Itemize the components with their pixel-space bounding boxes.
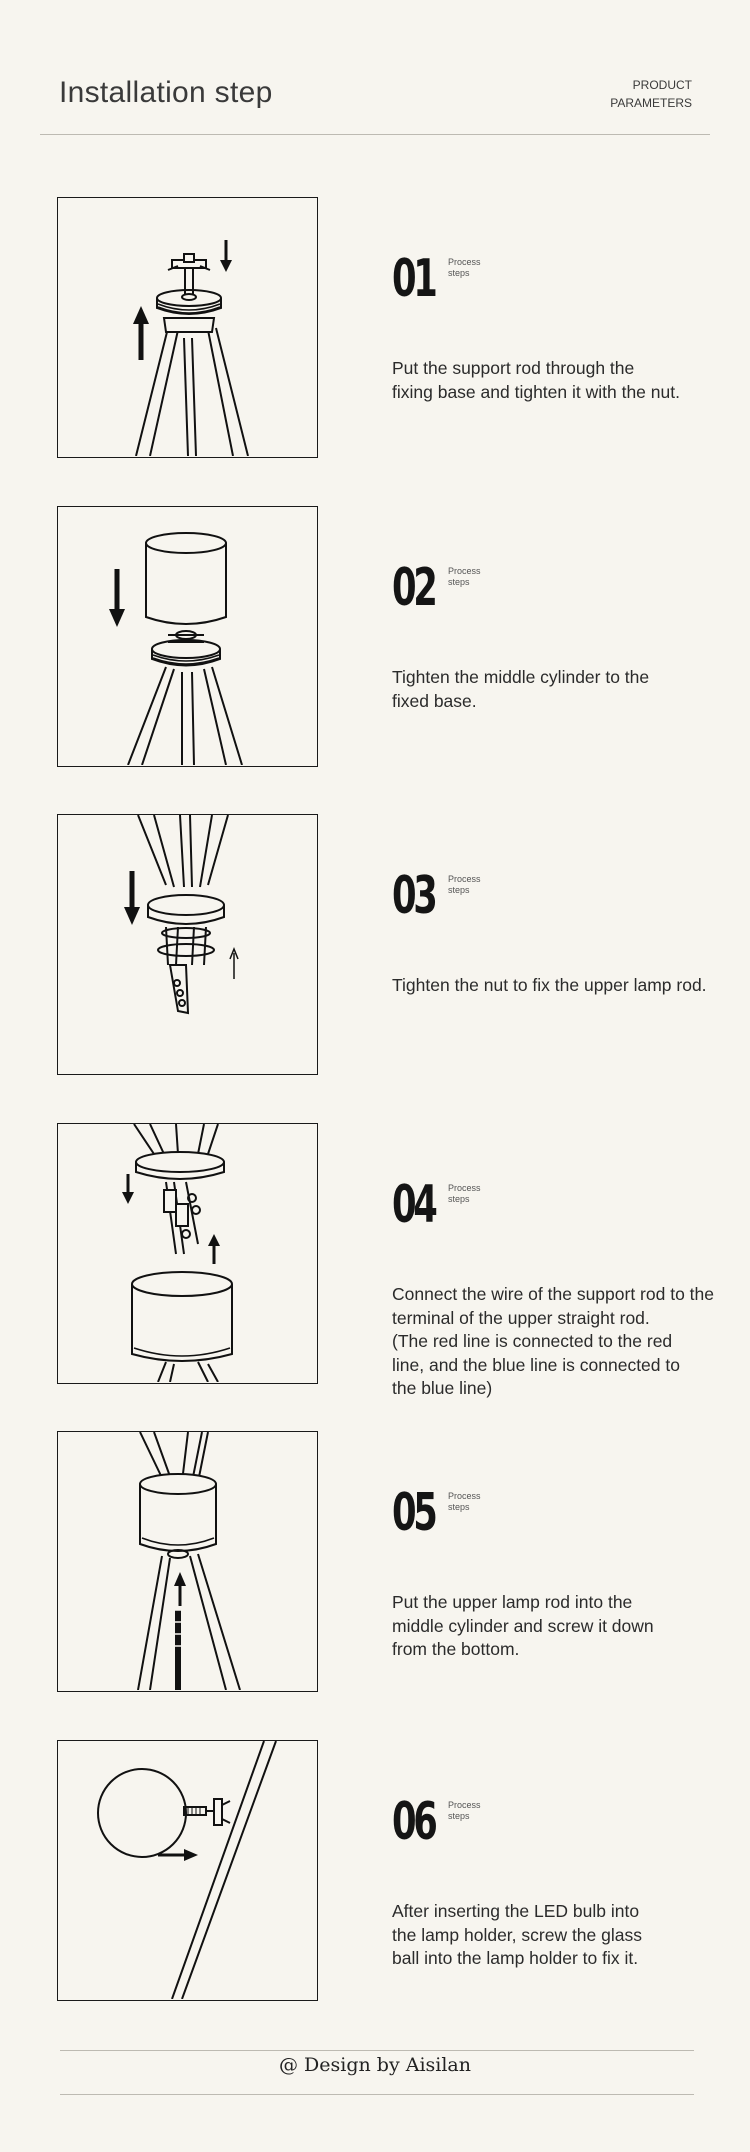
step-1-label-line-1: Process	[448, 257, 481, 267]
footer-bottom-divider	[60, 2094, 694, 2095]
step-3-label	[448, 874, 481, 896]
step-2-number: 02	[392, 558, 435, 618]
step-4-label-line-2: steps	[448, 1194, 470, 1204]
step-2-label-line-2: steps	[448, 577, 470, 587]
step-1	[0, 197, 750, 459]
params-line-2: PARAMETERS	[610, 96, 692, 110]
step-3-label-line-1: Process	[448, 874, 481, 884]
step-5-illustration	[57, 1431, 318, 1692]
step-6-label-line-1: Process	[448, 1800, 481, 1810]
product-parameters-link[interactable]	[610, 76, 692, 112]
step-5	[0, 1431, 750, 1693]
step-6-illustration	[57, 1740, 318, 2001]
step-1-illustration	[57, 197, 318, 458]
step-4-label	[448, 1183, 481, 1205]
step-1-number: 01	[392, 249, 435, 309]
step-2-label-line-1: Process	[448, 566, 481, 576]
footer-credit: @ Design by Aisilan	[279, 2054, 471, 2076]
step-5-description: Put the upper lamp rod into the middle cylinder and screw it down from the bottom.	[392, 1592, 654, 1659]
step-5-label-line-1: Process	[448, 1491, 481, 1501]
page-header	[0, 0, 750, 136]
step-2-label	[448, 566, 481, 588]
step-1-label-line-2: steps	[448, 268, 470, 278]
step-6-description: After inserting the LED bulb into the lamp holder, screw the glass ball into the lamp holder to fix it.	[392, 1901, 642, 1968]
params-line-1: PRODUCT	[632, 78, 692, 92]
step-5-number: 05	[392, 1483, 435, 1543]
step-3-illustration	[57, 814, 318, 1075]
step-3	[0, 814, 750, 1076]
step-6-number: 06	[392, 1792, 435, 1852]
step-6	[0, 1740, 750, 2002]
step-5-label	[448, 1491, 481, 1513]
step-3-number: 03	[392, 866, 435, 926]
step-3-description: Tighten the nut to fix the upper lamp rod.	[392, 975, 707, 995]
step-4	[0, 1123, 750, 1398]
step-2-description: Tighten the middle cylinder to the fixed base.	[392, 667, 650, 711]
step-3-label-line-2: steps	[448, 885, 470, 895]
step-1-label	[448, 257, 481, 279]
footer-top-divider	[60, 2050, 694, 2051]
step-4-number: 04	[392, 1175, 435, 1235]
step-4-illustration	[57, 1123, 318, 1384]
page-title: Installation step	[59, 76, 273, 109]
header-divider	[40, 134, 710, 135]
step-2-illustration	[57, 506, 318, 767]
step-6-label	[448, 1800, 481, 1822]
step-5-label-line-2: steps	[448, 1502, 470, 1512]
step-2	[0, 506, 750, 768]
step-1-description: Put the support rod through the fixing base and tighten it with the nut.	[392, 358, 680, 402]
step-4-label-line-1: Process	[448, 1183, 481, 1193]
step-4-description: Connect the wire of the support rod to the terminal of the upper straight rod. (The red line is connected to the red line, and the blue line is connected to the blue line)	[392, 1284, 714, 1398]
step-6-label-line-2: steps	[448, 1811, 470, 1821]
